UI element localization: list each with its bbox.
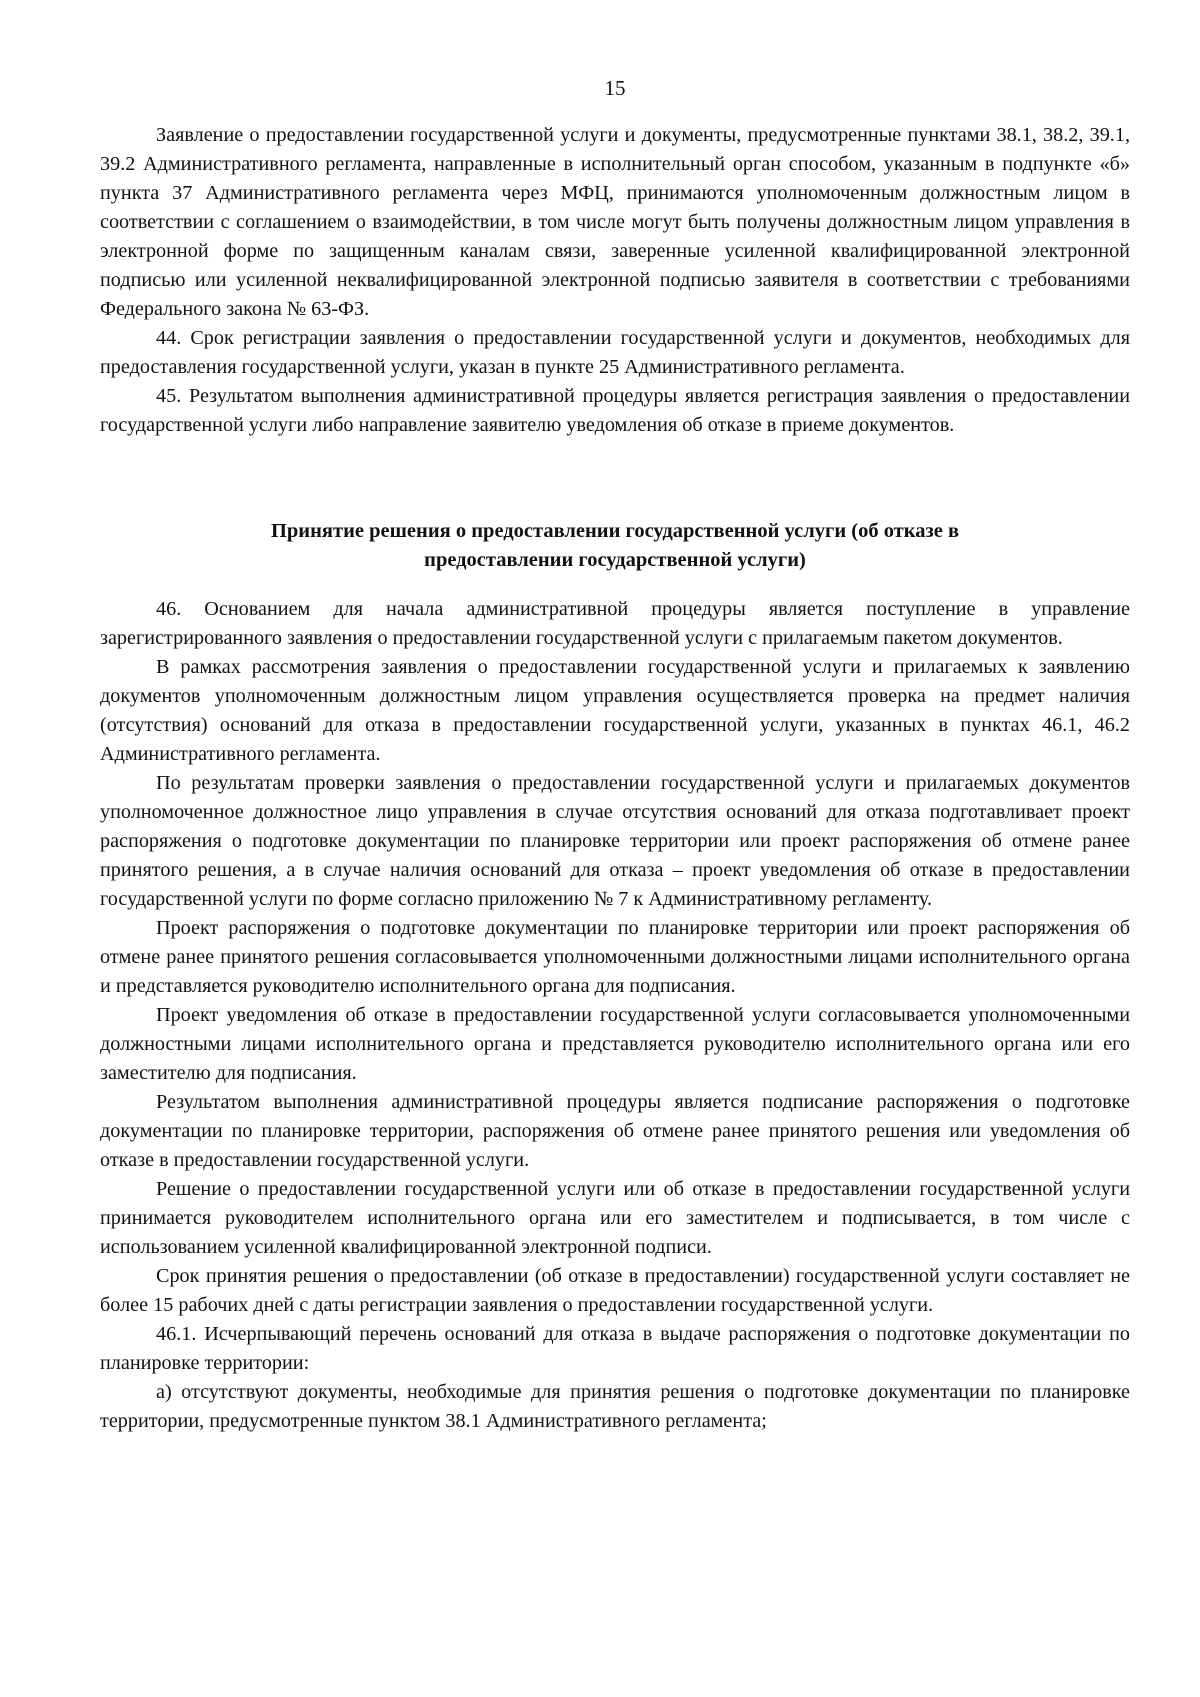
section-registration [100,121,1130,440]
paragraph: Заявление о предоставлении государственной услуги и документы, предусмотренные пунктами 38.1, 38.2, 39.1, 39.2 Административного регламента, направленные в исполнительный орган способом, указанным в подпункте «б» пункта 37 Административного регламента через МФЦ, принимаются уполномоченным должностным лицом в соответствии с соглашением о взаимодействии, в том числе могут быть получены должностным лицом управления в электронной форме по защищенным каналам связи, заверенные усиленной квалифицированной электронной подписью или усиленной неквалифицированной электронной подписью заявителя в соответствии с требованиями Федерального закона № 63-ФЗ. [100,124,1130,320]
section-heading [100,517,1130,575]
paragraph: По результатам проверки заявления о предоставлении государственной услуги и прилагаемых документов уполномоченное должностное лицо управления в случае отсутствия оснований для отказа подготавливает проект распоряжения о подготовке документации по планировке территории или проект распоряжения об отмене ранее принятого решения, а в случае наличия оснований для отказа – проект уведомления об отказе в предоставлении государственной услуги по форме согласно приложению № 7 к Административному регламенту. [100,772,1130,910]
paragraph: Срок принятия решения о предоставлении (об отказе в предоставлении) государственной услуги составляет не более 15 рабочих дней с даты регистрации заявления о предоставлении государственной услуги. [100,1265,1130,1316]
paragraph: В рамках рассмотрения заявления о предоставлении государственной услуги и прилагаемых к заявлению документов уполномоченным должностным лицом управления осуществляется проверка на предмет наличия (отсутствия) оснований для отказа в предоставлении государственной услуги, указанных в пунктах 46.1, 46.2 Административного регламента. [100,656,1130,765]
paragraph: 45. Результатом выполнения административной процедуры является регистрация заявления о предоставлении государственной услуги либо направление заявителю уведомления об отказе в приеме документов. [100,385,1130,436]
heading-line: предоставлении государственной услуги) [424,549,806,571]
paragraph: 46. Основанием для начала административной процедуры является поступление в управление зарегистрированного заявления о предоставлении государственной услуги с прилагаемым пакетом документов. [100,598,1130,649]
paragraph: Решение о предоставлении государственной услуги или об отказе в предоставлении государственной услуги принимается руководителем исполнительного органа или его заместителем и подписывается, в том числе с использованием усиленной квалифицированной электронной подписи. [100,1178,1130,1258]
paragraph: 44. Срок регистрации заявления о предоставлении государственной услуги и документов, необходимых для предоставления государственной услуги, указан в пункте 25 Административного регламента. [100,327,1130,378]
paragraph: Проект уведомления об отказе в предоставлении государственной услуги согласовывается уполномоченными должностными лицами исполнительного органа и представляется руководителю исполнительного органа или его заместителю для подписания. [100,1004,1130,1084]
page-number: 15 [604,76,626,100]
heading-line: Принятие решения о предоставлении государственной услуги (об отказе в [270,520,960,542]
paragraph: Результатом выполнения административной процедуры является подписание распоряжения о подготовке документации по планировке территории, распоряжения об отмене ранее принятого решения или уведомления об отказе в предоставлении государственной услуги. [100,1091,1130,1171]
paragraph: Проект распоряжения о подготовке документации по планировке территории или проект распоряжения об отмене ранее принятого решения согласовывается уполномоченными должностными лицами исполнительного органа и представляется руководителю исполнительного органа для подписания. [100,917,1130,997]
section-decision [100,595,1130,1436]
paragraph: 46.1. Исчерпывающий перечень оснований для отказа в выдаче распоряжения о подготовке документации по планировке территории: [100,1323,1130,1374]
list-item: а) отсутствуют документы, необходимые для принятия решения о подготовке документации по планировке территории, предусмотренные пунктом 38.1 Административного регламента; [100,1381,1130,1432]
